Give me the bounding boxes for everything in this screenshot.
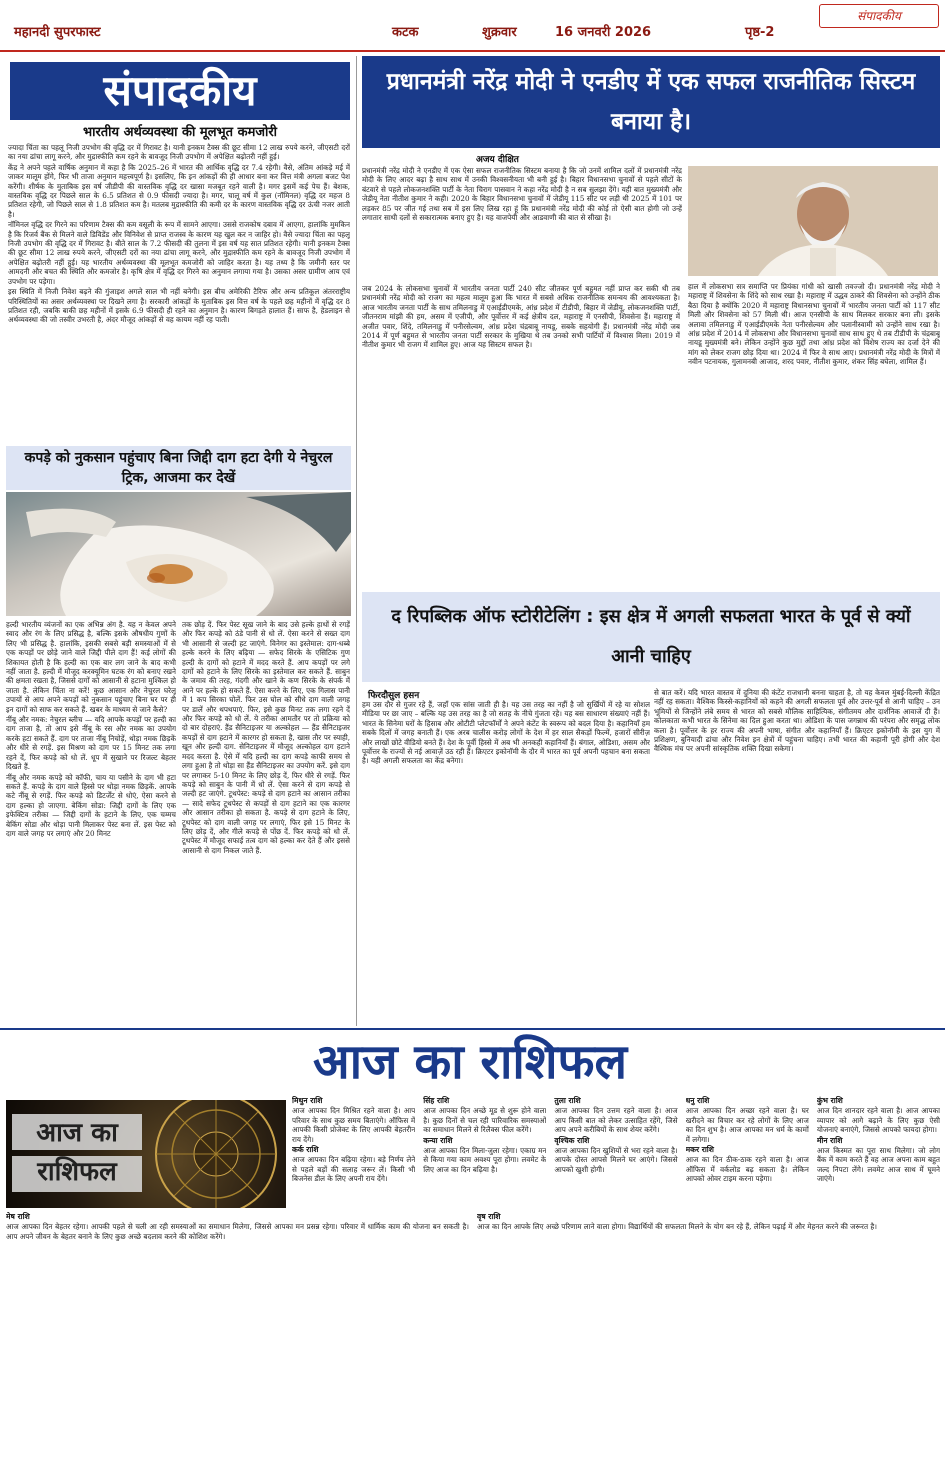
horoscope-col-6	[686, 1096, 809, 1460]
masthead	[0, 0, 945, 52]
editorial-subtitle: भारतीय अर्थव्यवस्था की मूलभूत कमजोरी	[82, 125, 278, 140]
editorial-title: संपादकीय	[10, 62, 350, 120]
sign-text: आज का दिन ठीक-ठाक रहने वाला है। आज ऑफिस में वर्कलोड बढ़ सकता है। लेकिन आपको ओवर टाइम करना पड़ेगा।	[685, 1155, 809, 1184]
sign-name: कुंभ राशि	[816, 1096, 843, 1105]
stain-paragraph: हल्दी भारतीय व्यंजनों का एक अभिन्न अंग है. यह न केवल अपने स्वाद और रंग के लिए प्रसिद्ध है, बल्कि इसके औषधीय गुणों के लिए भी प्रसिद्ध है. हालांकि, इसकी सबसे बड़ी समस्याओं में से एक कपड़ों पर छोड़े जाने वाले जिद्दी पीले दाग हैं! कई लोगों की शिकायत होती है कि हल्दी का एक बार लग जाने के बाद कभी नहीं जाता है. हल्दी में मौजूद करक्यूमिन घटक रंग को बनाए रखने की क्षमता रखता है, जिससे दागों को आसानी से हटाना मुश्किल हो जाता है. लेकिन चिंता ना करें! कुछ आसान और नेचुरल घरेलू उपायों से आप अपने कपड़ों को नुकसान पहुंचाए बिना घर पर ही इन दागों को साफ कर सकते हैं. खबर के माध्यम से जाने कैसे?	[6, 620, 176, 714]
horoscope-col-3	[292, 1096, 415, 1460]
stain-paragraph: तक छोड़ दें. फिर पेस्ट सूख जाने के बाद उसे हल्के हाथों से रगड़ें और फिर कपड़े को ठंडे पानी से धो लें. ऐसा करने से सख्त दाग भी आसानी से जल्दी हट जाएंगे. विनेगर का इस्तेमाल: दाग-धब्बे हल्के करने के लिए बढ़िया — सफेद सिरके के एसिटिक गुण हल्दी के दागों को हटाने में मदद करते हैं. आप कपड़ों पर लगे दागों को हटाने के लिए सिरके का इस्तेमाल कर सकते हैं. साबुन के जमाव की तरह, गंदगी और खाने के कण सिरके के संपर्क में आने पर हल्के हो सकते हैं. ऐसा करने के लिए, एक गिलास पानी में 1 कप सिरका घोलें. फिर उस घोल को सीधे दाग वाली जगह पर डालें और थपथपाएं. फिर, इसे कुछ मिनट तक लगा रहने दें और फिर कपड़े को धो लें. ये तरीका आमतौर पर तो प्रक्रिया को दो बार दोहराएं. हैंड सैनिटाइजर या अल्कोहल — हैंड सैनिटाइजर कपड़ों से दाग हटाने में कारगर हो सकता है, खास तौर पर स्याही, खून और हल्दी दाग. सेनिटाइजर में मौजूद अल्कोहल दाग हटाने मदद करता है. ऐसे में यदि हल्दी का दाग कपड़े काफी समय से लगा हुआ है तो थोड़ा सा हैंड सैनिटाइजर का उपयोग करें. इसे दाग पर लगाकर 5-10 मिनट के लिए छोड़ दें, फिर धीरे से रगड़ें. फिर कपड़े को साबुन के पानी में धो लें. ऐसा करने से दाग कपड़े से जल्दी हट जाएंगे. टूथपेस्ट: कपड़े से दाग हटाने का आसान तरीका — सादे सफेद टूथपेस्ट से कपड़ों से दाग हटाने का एक कारगर और आसान तरीका हो सकता है. कपड़े से दाग हटाने के लिए, टूथपेस्ट को दाग वाली जगह पर लगाएं, फिर इसे 15 मिनट के लिए छोड़ दें, और गीले कपड़े से पोंछ दें. फिर कपड़े को धो लें. टूथपेस्ट में मौजूद सफाई तत्व दाग को हल्का कर देते हैं और इससे आसानी से दाग निकल जाते हैं.	[182, 620, 350, 855]
sign-name: सिंह राशि	[423, 1096, 450, 1105]
editorial-paragraph: ज्यादा चिंता का पहलू निजी उपभोग की वृद्धि दर में गिरावट है। यानी इनकम टैक्स की छूट सीमा 12 लाख रुपये करने, जीएसटी दरों का नया ढांचा लागू करने, और मुद्रास्फीति कम रहने के बावजूद निजी उपभोग में अपेक्षित बढ़ोतरी नहीं हुई।	[8, 143, 350, 162]
modi-col-1: जब 2024 के लोकसभा चुनावों में भारतीय जनता पार्टी 240 सीट जीतकर पूर्ण बहुमत नहीं प्राप्त कर सकी थी तब प्रधानमंत्री नरेंद्र मोदी को राजग का महत्व मालूम हुआ कि भारत में सबसे अधिक राजनीतिक समन्वय की आवश्यकता है। आज भारतीय जनता पार्टी के साथ तमिलनाडु में एआईडीएमके, आंध्र प्रदेश में टीडीपी, बिहार में जेडीयू, लोकजनशक्ति पार्टी, जीतनराम मांझी की हम, असम में एजीपी, और पूर्वोत्तर में कई क्षेत्रीय दल, महाराष्ट्र में एनसीपी, शिवसेना हैं। महाराष्ट्र में अजीत पवार, शिंदे, तमिलनाडु में पनीरसेल्वम, आंध्र प्रदेश चंद्रबाबू नायडू, सबके सहयोगी हैं। प्रधानमंत्री नरेंद्र मोदी जब 2014 में पूर्ण बहुमत से भारतीय जनता पार्टी सरकार के मुखिया थे तब उनको सभी पार्टियों में विश्वास मिला। 2019 में नीतीश कुमार भी राजग में शामिल हुए। आज यह सिस्टम सफल है।	[362, 284, 680, 350]
storytelling-byline: फिरदौसुल हसन	[368, 691, 420, 701]
stain-photo-illustration	[6, 492, 351, 616]
stain-paragraph: नींबू और नमक: नेचुरल ब्लीच — यदि आपके कपड़ों पर हल्दी का दाग ताजा है, तो आप इसे नींबू के रस और नमक का उपयोग करके हटा सकते हैं. दाग पर ताजा नींबू निचोड़ें, थोड़ा नमक छिड़कें और धीरे से रगड़ें. इस मिश्रण को दाग पर 15 मिनट तक लगा रहने दें, फिर कपड़े को धो लें. धूप में सुखाने पर रिजल्ट बेहतर दिखते हैं.	[6, 715, 176, 772]
section-divider	[0, 1028, 945, 1030]
modi-col-2: हाल में लोकसभा सत्र समाप्ति पर प्रियंका गांधी को खासी तवज्जो दी। प्रधानमंत्री नरेंद्र मोदी ने महाराष्ट्र में शिवसेना के शिंदे को साथ रखा है। महाराष्ट्र में उद्धव ठाकरे की शिवसेना को उन्होंने ठीक बैठा दिया है क्योंकि 2020 में महाराष्ट्र विधानसभा चुनावों में भारतीय जनता पार्टी को 117 सीट मिली और शिवसेना को 57 मिली थी। आज एनसीपी के साथ मिलकर सरकार बना ली। इसके अलावा तमिलनाडु में एआईडीएमके नेता पनीरसेल्वम और पलानीस्वामी को उन्होंने साथ रखा है। आंध्र प्रदेश में 2014 में लोकसभा और विधानसभा चुनावों साथ साथ हुए थे तब टीडीपी के चंद्रबाबू नायडू मुख्यमंत्री बने। लेकिन उन्होंने कुछ मुद्दों तथा आंध्र प्रदेश को विशेष राज्य का दर्जा देने की मांग को लेकर राजग छोड़ दिया था। 2024 में फिर वे साथ आए। प्रधानमंत्री नरेंद्र मोदी के मित्रों में नवीन पटनायक, गुलामनबी आजाद, शरद पवार, नीतीश कुमार, शंकर सिंह बघेला, शामिल हैं।	[688, 282, 940, 367]
sign-name: वृश्चिक राशि	[554, 1135, 590, 1145]
sign-text: आज आपका दिन खुशियों से भरा रहने वाला है। आपके दोस्त आपसे मिलने घर आएंगे। जिससे आपको खुशी होगी।	[554, 1146, 678, 1174]
storytelling-headline: द रिपब्लिक ऑफ स्टोरीटेलिंग : इस क्षेत्र में अगली सफलता भारत के पूर्व से क्यों आनी चाहिए	[362, 592, 940, 682]
horoscope-image	[6, 1100, 286, 1208]
horoscope-col-4	[423, 1096, 546, 1460]
horoscope-title: आज का राशिफल	[312, 1034, 628, 1090]
section-logo: संपादकीय	[819, 4, 939, 28]
horoscope-col-7	[817, 1096, 940, 1460]
sign-name: कर्क राशि	[292, 1145, 319, 1155]
sign-text: आज आपका दिन बढ़िया रहेगा। बड़े निर्णय लेने से पहले बड़ों की सलाह जरूर लें। किसी भी बिजनेस डील के लिए अपनी राय देंगे।	[292, 1155, 416, 1184]
sign-text: आज आपका दिन मिश्रित रहने वाला है। आप परिवार के साथ कुछ समय बिताएंगे। ऑफिस में आपकी किसी प्रोजेक्ट के लिए आपकी बेहतरीन राय देंगे।	[292, 1106, 416, 1144]
sign-name: मेष राशि	[6, 1212, 30, 1221]
sign-text: आज का दिन आपके लिए अच्छे परिणाम लाने वाला होगा। विद्यार्थियों की सफलता मिलने के योग बन रहे हैं, लेकिन पढ़ाई में और मेहनत करने की जरूरत है।	[477, 1222, 877, 1232]
editorial-body	[8, 143, 350, 443]
city: कटक	[392, 25, 419, 40]
modi-headline: प्रधानमंत्री नरेंद्र मोदी ने एनडीए में एक सफल राजनीतिक सिस्टम बनाया है।	[362, 56, 940, 148]
stain-paragraph: नींबू और नमक कपड़े को कॉफी, चाय या पसीने के दाग भी हटा सकते हैं. कपड़े के दाग वाले हिस्से पर थोड़ा नमक छिड़कें. आपके कटे नींबू से रगड़ें. फिर कपड़े को डिटर्जेंट से धोएं, ऐसा करने से दाग हल्का हो जाएगा. बेकिंग सोडा: जिद्दी दागों के लिए एक इफेक्टिव तरीका — जिद्दी दागों के हटाने के लिए, एक चम्मच बेकिंग सोडा और थोड़ा पानी मिलाकर पेस्ट बना लें. इस पेस्ट को दाग वाले जगह पर लगाएं और 20 मिनट	[6, 772, 176, 838]
modi-byline: अजय दीक्षित	[476, 155, 519, 165]
sign-text: आज किस्मत का पूरा साथ मिलेगा। जो लोग बैंक में काम करते हैं वह आज अपना काम बहुत जल्द निपटा लेंगे। लवमेट आज साथ में घूमने जाएंगे।	[816, 1146, 941, 1184]
sign-text: आज आपका दिन अच्छे मूड से शुरू होने वाला है। कुछ दिनों से चल रही पारिवारिक समस्याओं का समाधान मिलने से रिलैक्स फील करेंगे।	[423, 1106, 547, 1135]
date: 16 जनवरी 2026	[555, 25, 652, 40]
sign-name: मकर राशि	[685, 1145, 714, 1155]
paper-name: महानदी सुपरफास्ट	[14, 25, 101, 40]
editorial-paragraph: इस स्थिति में निजी निवेश बढ़ने की गुंजाइश अगले साल भी नहीं बनेगी। इस बीच अमेरिकी टैरिफ और अन्य प्रतिकूल अंतरराष्ट्रीय परिस्थितियों का असर अर्थव्यवस्था पर दिखने लगा है। सरकारी आंकड़ों के मुताबिक इस वित्त वर्ष के पहले छह महीनों में वृद्धि दर 8 प्रतिशत रही, जबकि बाकी छह महीनों में इसके 6.9 फीसदी ही रहने का अनुमान है। कारण बिगड़ते हालात हैं। साफ है, हेडलाइन से अर्थव्यवस्था की जो तस्वीर उभरती है, अंदर मौजूद आंकड़ों से वह कायम नहीं रह पाती।	[8, 287, 350, 325]
horoscope-image-text: आज का राशिफल	[36, 1118, 118, 1187]
stain-col-1	[6, 620, 176, 1024]
sign-text: आज आपका दिन उत्तम रहने वाला है। आज आप किसी बात को लेकर उत्साहित रहेंगे, जिसे आप अपने करीबियों के साथ शेयर करेंगे।	[554, 1106, 678, 1135]
page-number: पृष्ठ-2	[745, 25, 775, 40]
storytelling-col-1: हम उस दौर से गुजर रहे हैं, जहाँ एक सांस जाती ही है। यह उस तरह का नहीं है जो सुर्खियों में रहे या सोशल मीडिया पर छा जाए – बल्कि यह उस तरह का है जो सतह के नीचे गुंजता रहे। यह बस साधारण संख्याएं नहीं हैं। भारत के सिनेमा घरों के हिसाब और ओटीटी प्लेटफॉर्मों ने अपने कंटेंट के स्वरूप को बदल दिया है। कहानियाँ हम सबके दिलों में जगह बनाती हैं। एक अरब चालीस करोड़ लोगों के देश में हर साल सैकड़ों फिल्में, हजारों सीरीज़ और लाखों छोटे वीडियो बनते हैं। देश के पूर्वी हिस्से में अब भी अनकही कहानियाँ हैं। बंगाल, ओडिशा, असम और पूर्वोत्तर के राज्यों से नई आवाज़ें उठ रही हैं। क्रिएटर इकोनॉमी के दौर में भारत का पूर्व अपनी पहचान बना सकता है। यही अगली सफलता का केंद्र बनेगा।	[362, 700, 650, 766]
sign-text: आज आपका दिन अच्छा रहने वाला है। घर खरीदने का विचार कर रहे लोगों के लिए आज का दिन शुभ है। आज आपका मन धर्म के कामों में लगेगा।	[685, 1106, 809, 1144]
sign-name: वृष राशि	[477, 1212, 501, 1221]
column-divider	[356, 56, 357, 1026]
stain-photo	[6, 492, 351, 616]
sign-text: आज आपका दिन बेहतर रहेगा। आपकी पहले से चली आ रही समस्याओं का समाधान मिलेगा, जिससे आपका मन प्रसन्न रहेगा। परिवार में धार्मिक काम की योजना बन सकती है। आप अपने जीवन के बेहतर बनाने के लिए कुछ अच्छे बदलाव करने की कोशिश करेंगे।	[6, 1222, 469, 1241]
editorial-paragraph: नॉमिनल वृद्धि दर गिरने का परिणाम टैक्स की कम वसूली के रूप में सामने आएगा। उससे राजकोष दबाव में आएगा, हालांकि मुमकिन है कि रिजर्व बैंक से मिलने वाले डिविडेंड और विनिवेश से प्राप्त राजस्व के कारण यह खुल कर न जाहिर हो। वैसे ज्यादा चिंता का पहलू निजी उपभोग की वृद्धि दर में गिरावट है। बीते साल के 7.2 फीसदी की तुलना में इस वर्ष यह सात प्रतिशत रहेगी। यानी इनकम टैक्स की छूट सीमा 12 लाख रुपये करने, जीएसटी दरों का नया ढांचा लागू करने, और मुद्रास्फीति कम रहने के बावजूद निजी उपभोग में अपेक्षित बढ़ोतरी नहीं हुई। यह भारतीय अर्थव्यवस्था की मूलभूत कमजोरी को जाहिर करता है। यह तथ्य है कि जमीनी स्तर पर आमदनी और बचत की स्थिति और कमजोर है। कृषि क्षेत्र में वृद्धि दर गिरने का अनुमान लगाया गया है। उसका असर ग्रामीण आय एवं उपभोग पर पड़ेगा।	[8, 220, 350, 286]
sign-name: कन्या राशि	[423, 1135, 453, 1145]
modi-photo-illustration	[688, 166, 938, 276]
sign-name: तुला राशि	[554, 1096, 581, 1105]
stain-col-2	[182, 620, 350, 1024]
stain-headline: कपड़े को नुकसान पहुंचाए बिना जिद्दी दाग हटा देगी ये नेचुरल ट्रिक, आजमा कर देखें	[6, 446, 351, 490]
day: शुक्रवार	[482, 25, 517, 40]
modi-intro: प्रधानमंत्री नरेंद्र मोदी ने एनडीए में एक ऐसा सफल राजनीतिक सिस्टम बनाया है कि जो उनमें शामिल दलों में प्रधानमंत्री नरेंद्र मोदी के लिए आदर बढ़ा है साथ साथ में उनकी विश्वसनीयता भी बनी हुई है। बिहार विधानसभा चुनावों से पहले सीटों के बंटवारे से पहले लोकजनशक्ति पार्टी के नेता चिराग पासवान ने कहा नरेंद्र मोदी है न सब सुलझा देंगे। यही बात मुख्यमंत्री और जेडीयू नेता नीतीश कुमार ने कही। 2020 के बिहार विधानसभा चुनावों में जेडीयू 115 सीट पर लड़ी थी 2025 में 101 पर लड़कर 85 पर जीत गई तथा सब में इस लिए लिख रहा हूं कि प्रधानमंत्री नरेंद्र मोदी की कोई तो ऐसी बात होगी जो उन्हें लगातार साथी दलों से सकारात्मक बनाए हुए है। यह वाजपेयी और आडवाणी की बात से सीखा है।	[362, 166, 682, 223]
editorial-paragraph: केंद्र ने अपने पहले वार्षिक अनुमान में कहा है कि 2025–26 में भारत की आर्थिक वृद्धि दर 7.4 रहेगी। वैसे, अंतिम आंकड़े मई में जाकर मालूम होंगे, फिर भी ताजा अनुमान महत्त्वपूर्ण है। इसलिए, कि इन आंकड़ों की ही आधार बना कर वित्त मंत्री अगला बजट पेश करेंगी। शीर्षक के मुताबिक इस वर्ष जीडीपी की वास्तविक वृद्धि दर खासा मजबूत रहने वाली है। मगर इसमें कई पेच हैं। बेशक, वास्तविक वृद्धि दर पिछले साल के 6.5 प्रतिशत से 0.9 फीसदी ज्यादा है। मगर, चालू वर्ष में कुल (नॉमिनल) वृद्धि दर महज 8 प्रतिशत रहेगी, जो पिछले साल से 1.8 प्रतिशत कम है। मतलब मुद्रास्फीति की कमी दर के कारण वास्तविक वृद्धि दर ऊंची नजर आती है।	[8, 162, 350, 219]
storytelling-col-2: से बात करें। यदि भारत वास्तव में दुनिया की कंटेंट राजधानी बनना चाहता है, तो यह केवल मुंबई-दिल्ली केंद्रित नहीं रह सकता। वैश्विक किस्से-कहानियों को कहने की अगली सफलता पूर्व और उत्तर-पूर्व से आनी चाहिए – उन भूमियों से जिन्होंने लंबे समय से भारत को सबसे मौलिक साहित्यिक, संगीतमय और दार्शनिक आवाजें दी हैं। कोलकाता कभी भारत के सिनेमा का दिल हुआ करता था। ओडिशा के पास जगन्नाथ की परंपरा और समृद्ध लोक कला है। पूर्वोत्तर के हर राज्य की अपनी भाषा, संगीत और कहानियाँ हैं। क्रिएटर इकोनॉमी के इस युग में प्रशिक्षण, बुनियादी ढांचा और निवेश इन क्षेत्रों में पहुंचना चाहिए। तभी भारत की कहानी पूरी होगी और देश वैश्विक मंच पर अपनी सांस्कृतिक शक्ति दिखा सकेगा।	[654, 688, 940, 754]
sign-name: मिथुन राशि	[292, 1096, 323, 1105]
horoscope-columns	[292, 1096, 940, 1460]
sign-name: मीन राशि	[816, 1135, 843, 1145]
modi-photo	[688, 166, 938, 276]
sign-text: आज दिन शानदार रहने वाला है। आज आपका व्यापार को आगे बढ़ाने के लिए कुछ ऐसी योजनाएं बनाएंगे, जिससे आपको फायदा होगा।	[816, 1106, 941, 1135]
sign-name: धनु राशि	[685, 1096, 710, 1105]
sign-text: आज आपका दिन मिला-जुला रहेगा। एकाग्र मन से किया गया काम अवश्य पूरा होगा। लवमेट के लिए आज का दिन बढ़िया है।	[423, 1146, 547, 1174]
horoscope-col-5	[554, 1096, 677, 1460]
